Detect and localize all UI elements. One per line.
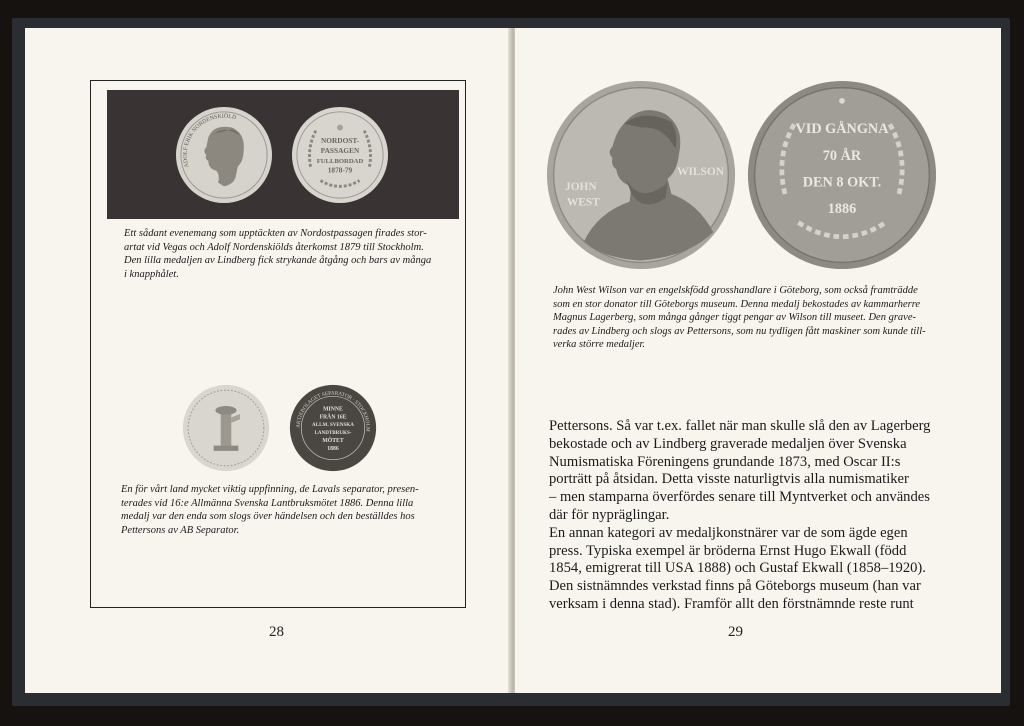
caption-line: Magnus Lagerberg, som många gånger tiggt pengar av Wilson till museet. Den grave- <box>553 312 916 324</box>
body-text <box>549 418 929 614</box>
body-line: Pettersons. Så var t.ex. fallet när man skulle slå den av Lagerberg <box>549 418 931 434</box>
body-line: En annan kategori av medaljkonstnärer var de som ägde egen <box>549 524 908 541</box>
separator-ring-text: AKTIEBOLAGET SEPARATOR · STOCKHOLM <box>295 390 371 432</box>
separator-line: MÖTET <box>322 438 344 445</box>
caption-top <box>124 227 454 281</box>
caption-line: medalj var den enda som slogs över händelsen och den beställdes hos <box>121 511 415 523</box>
separator-reverse-medal <box>289 384 377 472</box>
wilson-name-left: WEST <box>566 196 600 209</box>
caption-line: artat vid Vegas och Adolf Nordenskiölds återkomst 1879 till Stockholm. <box>124 241 424 253</box>
nordenskiold-portrait-medal <box>175 106 273 204</box>
passage-line: PASSAGEN <box>320 146 360 156</box>
separator-obverse-medal <box>182 384 270 472</box>
caption-line: John West Wilson var en engelskfödd grosshandlare i Göteborg, som också framträdde <box>553 285 918 296</box>
separator-line: 1886 <box>327 446 339 452</box>
body-line: bekostade och av Lindberg graverade medaljen över Svenska <box>549 435 907 452</box>
nordostpassagen-reverse-medal <box>291 106 389 204</box>
wilson-portrait-medal <box>546 80 736 270</box>
body-line: verksam i denna stad). Framför allt den förstnämnde reste runt <box>549 595 914 612</box>
page-number: 28 <box>269 624 284 640</box>
right-page <box>515 28 1001 693</box>
body-line: porträtt på åtsidan. Detta visste naturligtvis alla numismatiker <box>549 471 909 488</box>
passage-line: 1878-79 <box>327 165 353 175</box>
body-line: – men stamparna överfördes senare till Myntverket och användes <box>549 489 930 506</box>
wilson-name-left: JOHN <box>565 181 597 194</box>
caption-line: En för vårt land mycket viktig uppfinning, de Lavals separator, presen- <box>121 484 419 495</box>
separator-line: LANDTBRUKS- <box>314 430 352 437</box>
wilson-reverse-line: DEN 8 OKT. <box>802 174 882 191</box>
page-number: 29 <box>728 624 743 640</box>
wilson-reverse-line: VID GÅNGNA <box>795 121 889 138</box>
caption-line: som en stor donator till Göteborgs museum. Denna medalj bekostades av kammarherre <box>553 298 921 310</box>
caption-line: i knapphålet. <box>124 268 179 280</box>
separator-line: MINNE <box>323 406 343 413</box>
passage-line: NORDOST- <box>320 136 360 146</box>
caption-line: verka större medaljer. <box>553 339 646 351</box>
caption-line: terades vid 16:e Allmänna Svenska Lantbruksmötet 1886. Denna lilla <box>121 497 414 509</box>
wilson-reverse-line: 1886 <box>827 201 857 217</box>
body-line: press. Typiska exempel är bröderna Ernst Hugo Ekwall (född <box>549 542 907 559</box>
passage-line: FULLBORDAD <box>316 157 364 165</box>
wilson-reverse-line: 70 ÅR <box>822 147 862 164</box>
body-line: Numismatiska Föreningens grundande 1873, med Oscar II:s <box>549 453 901 470</box>
caption-bottom <box>121 483 455 537</box>
portrait-inscription: ADOLF ERIK NORDENSKIÖLD <box>182 113 237 168</box>
wilson-name-right: WILSON <box>677 166 724 178</box>
caption-line: Den lilla medaljen av Lindberg fick strykande åtgång och bars av många <box>124 255 432 267</box>
caption-line: Pettersons av AB Separator. <box>121 524 240 536</box>
wilson-reverse-medal <box>747 80 937 270</box>
caption-line: rades av Lindberg och slogs av Pettersons, som nu tydligen fått maskiner som kunde till- <box>553 325 926 337</box>
body-line: 1854, emigrerat till USA 1888) och Gustaf Ekwall (1858–1920). <box>549 560 926 577</box>
caption-line: Ett sådant evenemang som upptäckten av Nordostpassagen firades stor- <box>124 228 427 239</box>
separator-line: FRÅN 16E <box>319 414 347 421</box>
medal-photo-dark <box>107 90 459 219</box>
body-line: där för nypräglingar. <box>549 506 670 523</box>
body-line: Den sistnämndes verkstad finns på Göteborgs museum (han var <box>549 578 921 595</box>
left-page <box>25 28 512 693</box>
separator-line: ALLM. SVENSKA <box>312 422 354 429</box>
wilson-caption <box>553 284 973 352</box>
